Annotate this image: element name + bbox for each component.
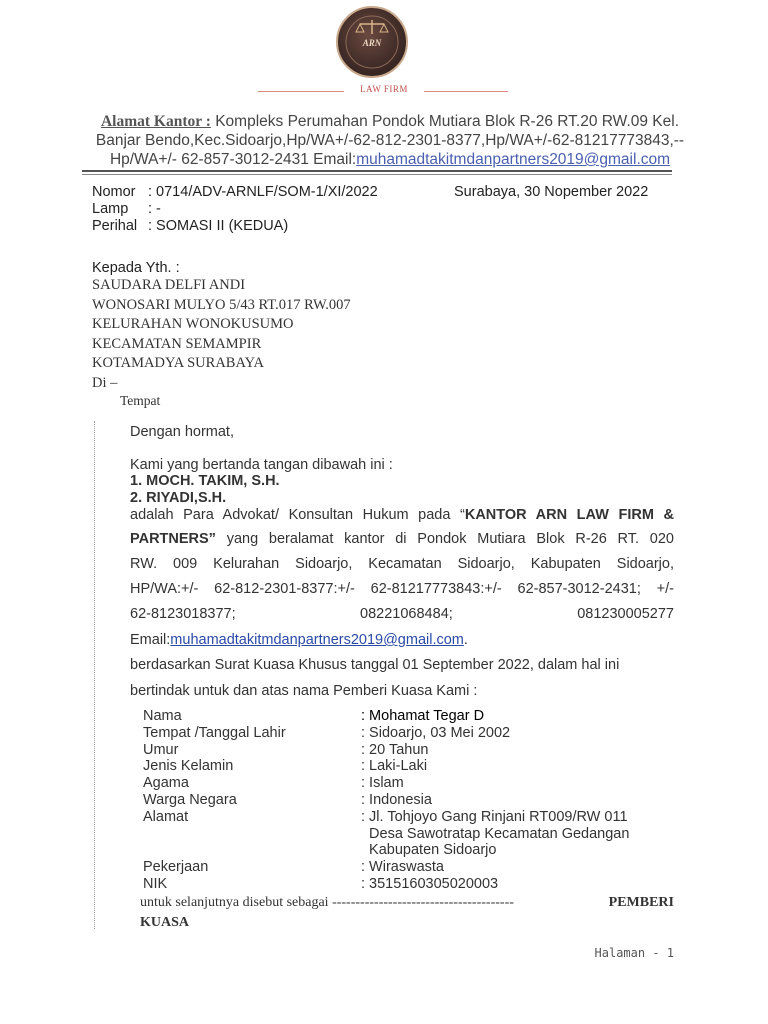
client-row-value: : Mohamat Tegar D <box>361 708 485 724</box>
client-row-label: Jenis Kelamin <box>143 758 234 775</box>
p1-firm-1: KANTOR ARN LAW FIRM & <box>464 507 674 523</box>
client-row-label: Umur <box>143 741 179 758</box>
firm-logo <box>336 6 408 78</box>
address-text-1: Kompleks Perumahan Pondok Mutiara Blok R-26 RT.20 RW.09 Kel. <box>215 113 680 130</box>
client-row-value: : 20 Tahun <box>361 741 429 758</box>
p1-text-a: adalah Para Advokat/ Konsultan Hukum pada “ <box>130 507 465 523</box>
address-line-2: Banjar Bendo,Kec.Sidoarjo,Hp/WA+/-62-812-2301-8377,Hp/WA+/-62-81217773843,-- <box>95 132 685 149</box>
office-address <box>80 112 700 169</box>
client-row-label <box>143 842 361 859</box>
client-row-label: NIK <box>143 875 168 892</box>
client-row-label: Tempat /Tanggal Lahir <box>143 724 286 741</box>
perihal-label: Perihal <box>92 218 138 234</box>
client-row <box>143 876 661 893</box>
email-line <box>130 632 468 648</box>
client-row-label: Nama <box>143 708 182 724</box>
address-email-link[interactable]: muhamadtakitmdanpartners2019@gmail.com <box>356 151 671 168</box>
phone-1: 62-8123018377; <box>130 606 236 622</box>
recipient-line-2: WONOSARI MULYO 5/43 RT.017 RW.007 <box>92 296 351 313</box>
client-row <box>143 842 661 859</box>
phone-3: 081230005277 <box>577 606 674 622</box>
letter-meta <box>92 184 378 235</box>
client-row-value: Kabupaten Sidoarjo <box>361 842 497 859</box>
closing-line-1 <box>140 893 674 913</box>
meta-perihal <box>92 218 378 235</box>
header-rule <box>82 170 672 172</box>
recipient-line-4: KECAMATAN SEMAMPIR <box>92 335 262 352</box>
greeting: Dengan hormat, <box>130 424 234 440</box>
p1-firm-2: PARTNERS” <box>130 531 216 547</box>
client-row <box>143 809 661 826</box>
client-row-value: : Islam <box>361 775 404 792</box>
meta-nomor <box>92 184 378 201</box>
closing-kuasa: KUASA <box>140 914 190 930</box>
client-details <box>143 708 661 893</box>
paragraph-1-line-2 <box>130 531 674 547</box>
address-text-3: Hp/WA+/- 62-857-3012-2431 Email: <box>109 151 357 168</box>
firm-label: LAW FIRM <box>344 84 424 94</box>
recipient-tempat: Tempat <box>120 393 161 408</box>
margin-guide <box>94 421 95 929</box>
logo-emblem <box>336 6 408 78</box>
recipient-line-5: KOTAMADYA SURABAYA <box>92 355 264 371</box>
header-rule-thin <box>82 174 672 175</box>
client-row-value: Desa Sawotratap Kecamatan Gedangan <box>361 825 630 842</box>
client-row <box>143 792 661 809</box>
client-row <box>143 758 661 775</box>
page-number: Halaman - 1 <box>594 946 674 960</box>
client-row-label: Alamat <box>143 808 189 825</box>
paragraph-1-line-4: HP/WA:+/- 62-812-2301-8377:+/- 62-81217773843:+/- 62-857-3012-2431; +/- <box>130 581 674 597</box>
email-suffix: . <box>463 632 468 648</box>
client-row <box>143 859 661 876</box>
lamp-label: Lamp <box>92 201 129 217</box>
meta-lamp <box>92 201 378 218</box>
closing-text: untuk selanjutnya disebut sebagai --------------------------------------- <box>140 895 514 910</box>
client-row-value: : 3515160305020003 <box>361 875 499 892</box>
lamp-value: : - <box>148 201 161 217</box>
client-row <box>143 725 661 742</box>
client-row <box>143 708 661 725</box>
nomor-value: : 0714/ADV-ARNLF/SOM-1/XI/2022 <box>148 184 378 200</box>
client-row-label: Pekerjaan <box>143 859 209 876</box>
email-prefix: Email: <box>130 632 171 648</box>
closing <box>140 893 674 932</box>
recipient-block <box>92 276 351 393</box>
client-row-label: Agama <box>143 775 189 792</box>
recipient-line-1: SAUDARA DELFI ANDI <box>92 277 246 293</box>
phone-2: 08221068484; <box>360 606 453 622</box>
client-row <box>143 775 661 792</box>
client-row-value: : Sidoarjo, 03 Mei 2002 <box>361 724 511 741</box>
client-row-value: : Indonesia <box>361 791 432 808</box>
signer-1: 1. MOCH. TAKIM, S.H. <box>130 473 280 489</box>
closing-line-2 <box>140 913 674 933</box>
client-row-label <box>143 826 361 843</box>
p1-text-b: yang beralamat kantor di Pondok Mutiara Blok R-26 RT. 020 <box>215 531 674 547</box>
nomor-label: Nomor <box>92 184 136 200</box>
paragraph-2-line-1: berdasarkan Surat Kuasa Khusus tanggal 01 September 2022, dalam hal ini <box>130 657 620 673</box>
signers-intro: Kami yang bertanda tangan dibawah ini : <box>130 457 393 473</box>
recipient-line-3: KELURAHAN WONOKUSUMO <box>92 316 294 332</box>
letter-date: Surabaya, 30 Nopember 2022 <box>454 184 649 200</box>
signer-2: 2. RIYADI,S.H. <box>130 490 227 506</box>
email-link[interactable]: muhamadtakitmdanpartners2019@gmail.com <box>170 632 464 648</box>
address-label: Alamat Kantor : <box>100 113 211 130</box>
client-row-value: : Jl. Tohjoyo Gang Rinjani RT009/RW 011 <box>361 808 628 825</box>
paragraph-2-line-2: bertindak untuk dan atas nama Pemberi Kuasa Kami : <box>130 683 478 699</box>
client-row-value: : Wiraswasta <box>361 859 444 876</box>
address-line-1 <box>80 112 700 131</box>
client-row-label: Warga Negara <box>143 791 237 808</box>
recipient-intro: Kepada Yth. : <box>92 260 180 276</box>
closing-pemberi: PEMBERI <box>608 895 674 910</box>
paragraph-1-line-3: RW. 009 Kelurahan Sidoarjo, Kecamatan Sidoarjo, Kabupaten Sidoarjo, <box>130 556 674 572</box>
logo-text: ARN <box>362 38 382 48</box>
client-row <box>143 826 661 843</box>
address-line-3 <box>80 150 700 169</box>
recipient-di: Di – <box>92 374 118 391</box>
client-row-value: : Laki-Laki <box>361 758 428 775</box>
client-row <box>143 742 661 759</box>
perihal-value: : SOMASI II (KEDUA) <box>148 218 289 234</box>
paragraph-1-line-1 <box>130 507 674 523</box>
paragraph-1-line-5 <box>130 606 674 622</box>
